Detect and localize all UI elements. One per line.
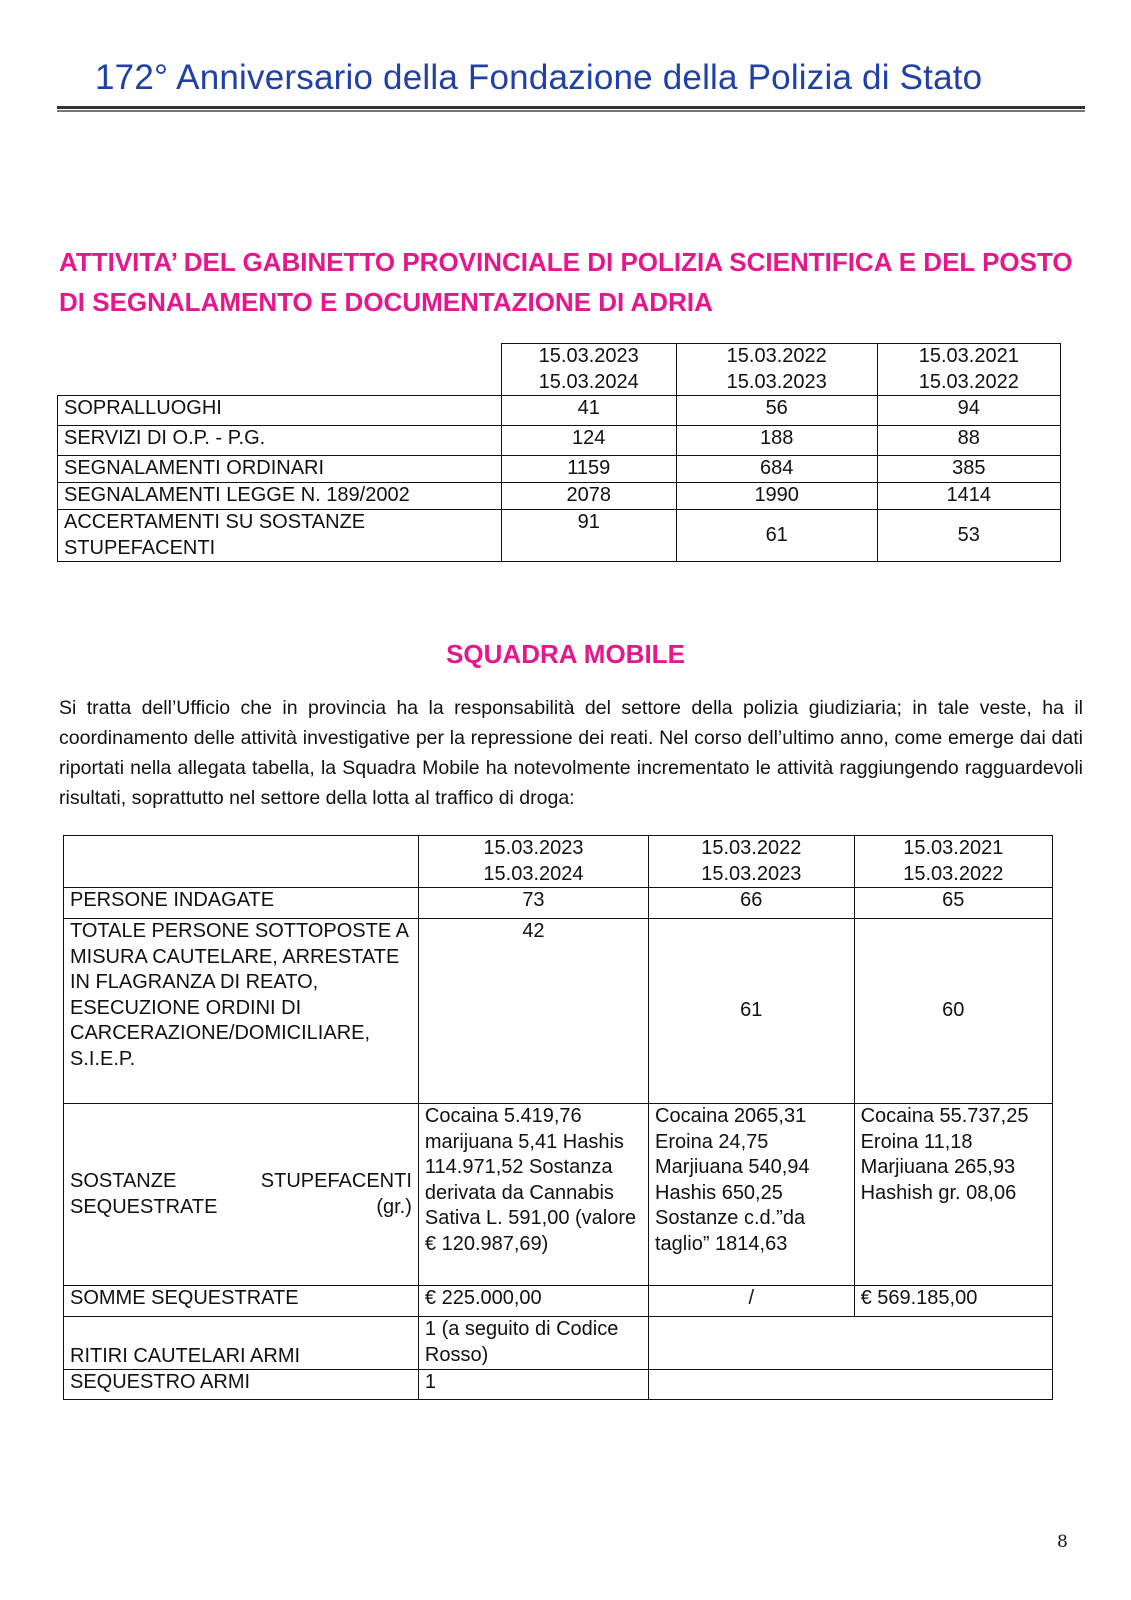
row-label: RITIRI CAUTELARI ARMI (64, 1317, 419, 1370)
period-header (877, 344, 1060, 396)
row-value: / (649, 1286, 855, 1317)
row-value-merged (649, 1317, 1053, 1370)
row-value: 60 (854, 919, 1052, 1104)
row-value: 1 (418, 1370, 648, 1400)
table-header-row (64, 836, 1053, 888)
row-value: 42 (418, 919, 648, 1104)
row-label: SOPRALLUOGHI (58, 396, 502, 426)
period-from: 15.03.2022 (726, 345, 827, 367)
row-label: PERSONE INDAGATE (64, 888, 419, 919)
empty-header-cell (64, 836, 419, 888)
row-value: 1 (a seguito di Codice Rosso) (418, 1317, 648, 1370)
row-value: 73 (418, 888, 648, 919)
section-heading-scientifica: ATTIVITA’ DEL GABINETTO PROVINCIALE DI POLIZIA SCIENTIFICA E DEL POSTO DI SEGNALAMENTO E DOCUMENTAZIONE DI ADRIA (59, 247, 1073, 317)
row-value: Cocaina 2065,31 Eroina 24,75 Marjiuana 540,94 Hashis 650,25 Sostanze c.d.”da taglio” 1814,63 (649, 1104, 855, 1286)
period-from: 15.03.2021 (918, 345, 1019, 367)
table-row (64, 888, 1053, 919)
period-header (676, 344, 877, 396)
row-label: ACCERTAMENTI SU SOSTANZE STUPEFACENTI (58, 510, 502, 562)
table-row (58, 396, 1061, 426)
page-number: 8 (1057, 1532, 1068, 1552)
row-value: Cocaina 55.737,25 Eroina 11,18 Marjiuana 265,93 Hashish gr. 08,06 (854, 1104, 1052, 1286)
row-label: SEGNALAMENTI ORDINARI (58, 456, 502, 483)
row-value: € 569.185,00 (854, 1286, 1052, 1317)
row-value: € 225.000,00 (418, 1286, 648, 1317)
period-from: 15.03.2023 (538, 345, 639, 367)
row-value: 41 (501, 396, 676, 426)
section-heading-squadra-mobile: SQUADRA MOBILE (446, 639, 685, 669)
row-value: 684 (676, 456, 877, 483)
period-header (418, 836, 648, 888)
row-value: 65 (854, 888, 1052, 919)
table-row (64, 1286, 1053, 1317)
row-value: 1414 (877, 483, 1060, 510)
period-from: 15.03.2021 (903, 837, 1004, 859)
table-row (64, 1317, 1053, 1370)
row-value: 61 (649, 919, 855, 1104)
period-to: 15.03.2024 (538, 370, 639, 393)
period-to: 15.03.2023 (701, 862, 802, 885)
period-from: 15.03.2022 (701, 837, 802, 859)
row-value: 88 (877, 426, 1060, 456)
row-value: 53 (877, 510, 1060, 562)
page-header-title: 172° Anniversario della Fondazione della Polizia di Stato (95, 58, 983, 97)
row-value: 385 (877, 456, 1060, 483)
row-label: SOMME SEQUESTRATE (64, 1286, 419, 1317)
table-row (64, 1370, 1053, 1400)
period-to: 15.03.2022 (903, 862, 1004, 885)
period-to: 15.03.2022 (918, 370, 1019, 393)
row-value: 188 (676, 426, 877, 456)
squadra-mobile-table (63, 835, 1053, 1400)
table-row (58, 426, 1061, 456)
row-label: SOSTANZE STUPEFACENTI SEQUESTRATE (gr.) (64, 1104, 419, 1286)
period-from: 15.03.2023 (483, 837, 584, 859)
table-row (58, 510, 1061, 562)
row-value: 91 (501, 510, 676, 562)
table-row (64, 919, 1053, 1104)
table-header-row (58, 344, 1061, 396)
squadra-mobile-intro: Si tratta dell’Ufficio che in provincia ha la responsabilità del settore della polizia giudiziaria; in tale veste, ha il coordinamento delle attività investigative per la repressione dei reati. Nel corso dell’ultimo anno, come emerge dai dati riportati nella allegata tabella, la Squadra Mobile ha notevolmente incrementato le attività raggiungendo ragguardevoli risultati, soprattutto nel settore della lotta al traffico di droga: (59, 697, 1083, 809)
period-to: 15.03.2023 (726, 370, 827, 393)
header-rule (57, 106, 1085, 109)
table-row (58, 456, 1061, 483)
row-value: 1990 (676, 483, 877, 510)
row-value: 56 (676, 396, 877, 426)
row-value: Cocaina 5.419,76 marijuana 5,41 Hashis 114.971,52 Sostanza derivata da Cannabis Sativa L. 591,00 (valore € 120.987,69) (418, 1104, 648, 1286)
table-row (64, 1104, 1053, 1286)
row-value: 66 (649, 888, 855, 919)
row-value: 61 (676, 510, 877, 562)
row-value-merged (649, 1370, 1053, 1400)
row-label: SEQUESTRO ARMI (64, 1370, 419, 1400)
row-value: 124 (501, 426, 676, 456)
row-label: SERVIZI DI O.P. - P.G. (58, 426, 502, 456)
period-header (501, 344, 676, 396)
period-header (649, 836, 855, 888)
table-row (58, 483, 1061, 510)
scientifica-table (57, 343, 1061, 562)
row-value: 94 (877, 396, 1060, 426)
row-label: SEGNALAMENTI LEGGE N. 189/2002 (58, 483, 502, 510)
row-value: 1159 (501, 456, 676, 483)
header-rule-secondary (57, 110, 1085, 112)
period-header (854, 836, 1052, 888)
period-to: 15.03.2024 (483, 862, 584, 885)
row-label: TOTALE PERSONE SOTTOPOSTE A MISURA CAUTELARE, ARRESTATE IN FLAGRANZA DI REATO, ESECUZIONE ORDINI DI CARCERAZIONE/DOMICILIARE, S.I.E.P. (64, 919, 419, 1104)
row-value: 2078 (501, 483, 676, 510)
empty-header-cell (58, 344, 502, 396)
